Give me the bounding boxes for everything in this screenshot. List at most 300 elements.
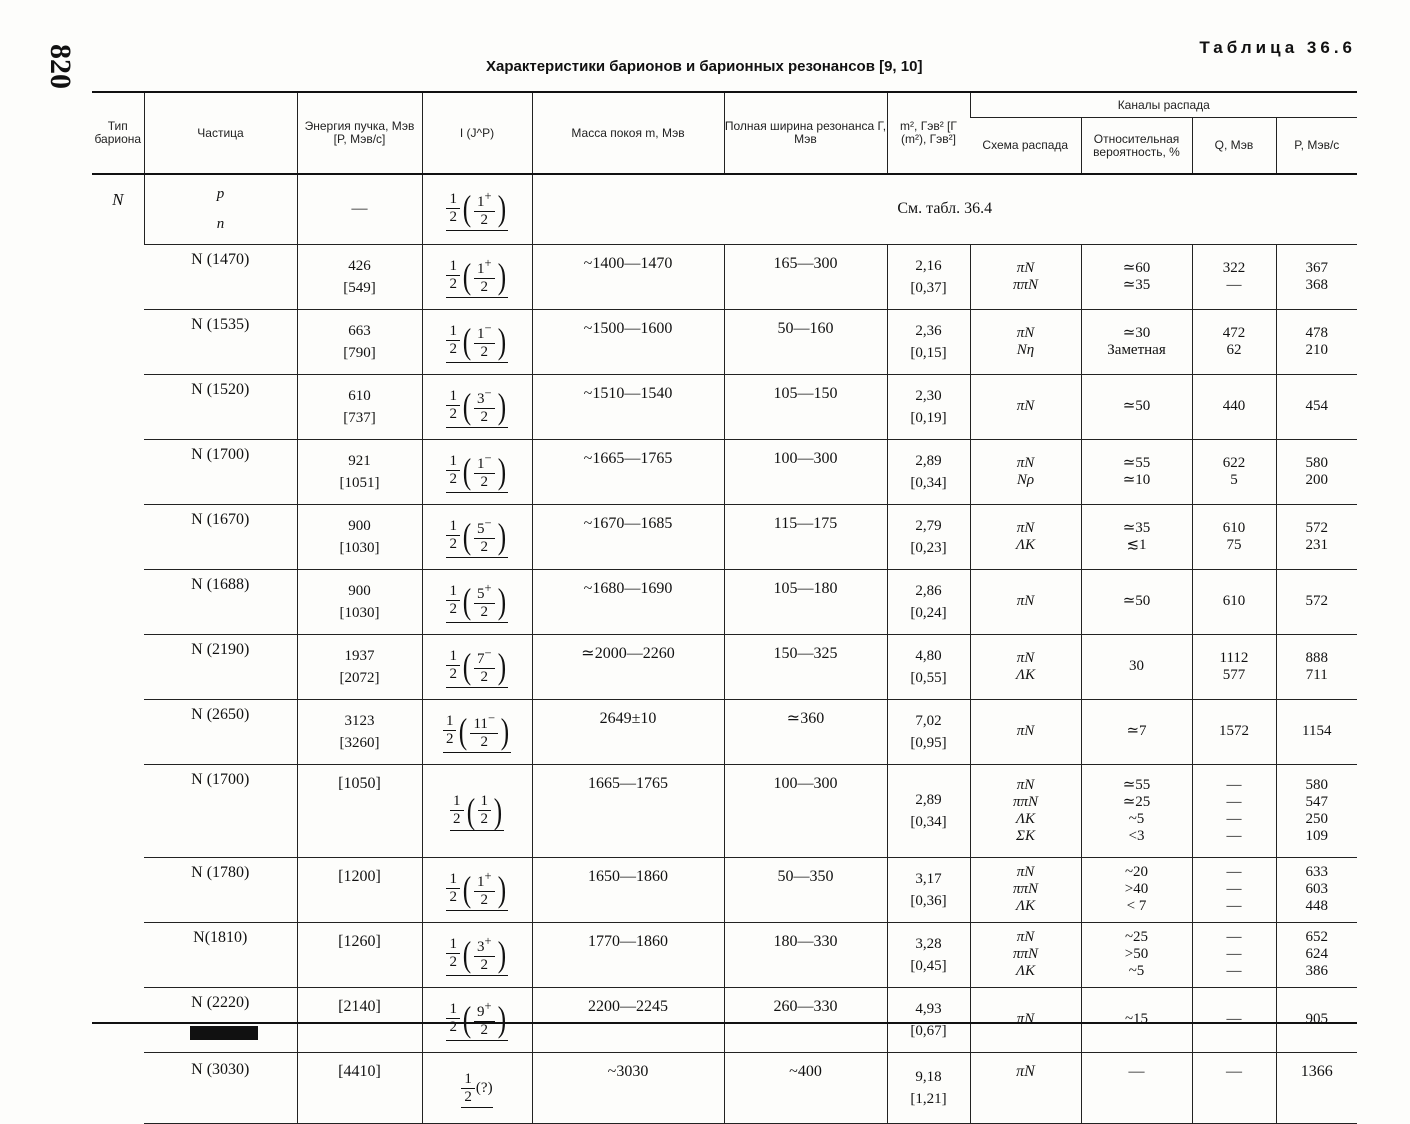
decay-q-value: — xyxy=(1226,946,1242,962)
width-cell: 260—330 xyxy=(724,987,887,1052)
m2-cell-bracket: [0,37] xyxy=(910,279,947,296)
table-row xyxy=(92,374,1357,439)
mass-cell: ~1665—1765 xyxy=(532,439,724,504)
decay-fraction xyxy=(1081,857,1192,922)
table-row xyxy=(92,504,1357,569)
decay-p xyxy=(1276,374,1357,439)
width-cell: 180—330 xyxy=(724,922,887,987)
table-label: Таблица 36.6 xyxy=(1199,38,1356,57)
decay-scheme-value: ΛK xyxy=(1015,536,1036,553)
decay-p xyxy=(1276,764,1357,857)
decay-q-value: — xyxy=(1226,776,1242,793)
p-cell: 1366 xyxy=(1276,1052,1357,1123)
particle-name: N (1535) xyxy=(144,309,297,374)
bottom-rule xyxy=(92,1022,1357,1024)
mass-cell: 2649±10 xyxy=(532,699,724,764)
q-cell: — xyxy=(1192,1052,1276,1123)
particle-name: N (2220) xyxy=(144,987,297,1052)
mass-cell: ~1500—1600 xyxy=(532,309,724,374)
table-row xyxy=(92,922,1357,987)
decay-scheme xyxy=(970,922,1081,987)
m2-cell xyxy=(887,439,970,504)
table-row xyxy=(92,244,1357,309)
energy-cell xyxy=(297,309,422,374)
energy-cell: [1260] xyxy=(297,922,422,987)
ijp-cell: 1 2 ( 3+ 2 ) xyxy=(422,922,532,987)
decay-p-value: 572 xyxy=(1305,593,1328,609)
decay-q-value: 577 xyxy=(1222,666,1246,683)
decay-scheme-value: Nρ xyxy=(1016,471,1035,488)
decay-q-value: — xyxy=(1226,898,1242,914)
decay-fraction xyxy=(1081,569,1192,634)
width-cell: ~400 xyxy=(724,1052,887,1123)
decay-p-value: 448 xyxy=(1305,898,1328,914)
decay-q xyxy=(1192,764,1276,857)
decay-fraction-value: ≃10 xyxy=(1122,471,1151,488)
energy-cell-main: 663 xyxy=(348,322,371,339)
decay-p xyxy=(1276,987,1357,1052)
m2-cell xyxy=(887,374,970,439)
width-cell: 115—175 xyxy=(724,504,887,569)
table-row xyxy=(92,987,1357,1052)
decay-p-value: 386 xyxy=(1305,963,1328,979)
energy-cell: [2140] xyxy=(297,987,422,1052)
decay-q xyxy=(1192,504,1276,569)
decay-scheme xyxy=(970,764,1081,857)
m2-cell xyxy=(887,634,970,699)
particle-cell xyxy=(144,174,297,244)
decay-fraction-value: >50 xyxy=(1124,946,1149,962)
decay-q-value: 622 xyxy=(1222,454,1246,471)
m2-cell xyxy=(887,1052,970,1123)
decay-scheme-value: πN xyxy=(1016,864,1035,880)
m2-cell-main: 2,16 xyxy=(915,257,942,274)
mass-cell: ~1670—1685 xyxy=(532,504,724,569)
decay-fraction xyxy=(1081,987,1192,1052)
decay-fraction-value: ≃55 xyxy=(1122,776,1151,793)
decay-q xyxy=(1192,309,1276,374)
decay-p-value: 652 xyxy=(1305,929,1328,945)
width-cell: 100—300 xyxy=(724,764,887,857)
jp-numerator: 3− xyxy=(474,385,495,409)
ijp-cell: 1 2 ( 3− 2 ) xyxy=(422,374,532,439)
decay-p xyxy=(1276,504,1357,569)
energy-cell-main: 900 xyxy=(348,517,371,534)
table-row xyxy=(92,699,1357,764)
m2-cell-bracket: [0,45] xyxy=(910,957,947,974)
header-ijp: I (J^P) xyxy=(422,92,532,174)
header-type: Тип бариона xyxy=(92,92,144,174)
decay-p-value: 231 xyxy=(1305,536,1328,553)
decay-fraction-value: ~5 xyxy=(1128,810,1145,827)
jp-unknown: (?) xyxy=(475,1080,493,1096)
m2-cell-bracket: [0,67] xyxy=(910,1022,947,1039)
m2-cell-bracket: [0,19] xyxy=(910,409,947,426)
decay-fraction xyxy=(1081,439,1192,504)
decay-scheme-value: πN xyxy=(1016,259,1035,276)
decay-q xyxy=(1192,569,1276,634)
energy-cell-main: 3123 xyxy=(344,712,375,729)
decay-q-value: — xyxy=(1226,827,1242,844)
decay-fraction-value: 30 xyxy=(1129,658,1144,674)
particle-name: N (3030) xyxy=(144,1052,297,1123)
width-cell: 165—300 xyxy=(724,244,887,309)
decay-fraction-value: ≃30 xyxy=(1122,324,1151,341)
decay-scheme-value: πN xyxy=(1016,723,1035,739)
jp-numerator: 1+ xyxy=(474,868,495,892)
header-p: P, Мэв/c xyxy=(1276,118,1357,175)
width-cell: 50—160 xyxy=(724,309,887,374)
ijp-cell: 1 2 ( 1− 2 ) xyxy=(422,309,532,374)
energy-cell-bracket: [737] xyxy=(343,409,376,426)
particle-name: N (1670) xyxy=(144,504,297,569)
jp-numerator: 5− xyxy=(474,515,495,539)
decay-scheme-value: πN xyxy=(1016,593,1035,609)
decay-p-value: 572 xyxy=(1305,519,1328,536)
decay-p-value: 905 xyxy=(1305,1011,1328,1027)
m2-cell xyxy=(887,764,970,857)
decay-q-value: — xyxy=(1226,864,1242,880)
ijp-cell: 1 2 ( 1− 2 ) xyxy=(422,439,532,504)
decay-fraction-value: ≃25 xyxy=(1122,793,1151,810)
decay-fraction-value: ≃35 xyxy=(1122,276,1151,293)
mass-cell: 1665—1765 xyxy=(532,764,724,857)
decay-p xyxy=(1276,699,1357,764)
energy-cell-bracket: [3260] xyxy=(339,734,380,751)
particle-name: N(1810) xyxy=(144,922,297,987)
ijp-cell: 1 2 ( 11− 2 ) xyxy=(422,699,532,764)
decay-q xyxy=(1192,699,1276,764)
decay-fraction xyxy=(1081,309,1192,374)
decay-fraction-value: ≃35 xyxy=(1122,519,1151,536)
energy-cell: [1050] xyxy=(297,764,422,857)
decay-scheme-value: ΛK xyxy=(1015,963,1036,979)
decay-p-value: 547 xyxy=(1305,793,1328,810)
m2-cell-bracket: [0,23] xyxy=(910,539,947,556)
m2-cell-main: 2,79 xyxy=(915,517,942,534)
baryon-type: N xyxy=(112,190,124,209)
mass-cell: ~1400—1470 xyxy=(532,244,724,309)
decay-q xyxy=(1192,634,1276,699)
energy-cell-main: 426 xyxy=(348,257,371,274)
header-decay-channels: Каналы распада xyxy=(970,92,1357,118)
m2-cell-bracket: [0,15] xyxy=(910,344,947,361)
particle-name: N (2190) xyxy=(144,634,297,699)
decay-scheme xyxy=(970,244,1081,309)
ijp-cell: 1 2 ( 1 2 ) xyxy=(422,764,532,857)
decay-q-value: 440 xyxy=(1222,398,1246,414)
decay-q-value: — xyxy=(1226,963,1242,979)
decay-fraction-value: <3 xyxy=(1128,827,1145,844)
energy-cell-bracket: [790] xyxy=(343,344,376,361)
decay-p-value: 367 xyxy=(1305,259,1328,276)
decay-q-value: — xyxy=(1226,929,1242,945)
particle-p: p xyxy=(216,186,225,203)
decay-p xyxy=(1276,634,1357,699)
decay-p-value: 624 xyxy=(1305,946,1328,962)
energy-cell xyxy=(297,699,422,764)
decay-p xyxy=(1276,922,1357,987)
header-energy: Энергия пучка, Мэв [P, Мэв/c] xyxy=(297,92,422,174)
header-width: Полная ширина резонанса Γ, Мэв xyxy=(724,92,887,174)
m2-cell xyxy=(887,699,970,764)
decay-p xyxy=(1276,244,1357,309)
header-m2: m², Гэв² [Γ (m²), Гэв²] xyxy=(887,92,970,174)
decay-fraction-value: ≃50 xyxy=(1122,398,1151,414)
decay-p-value: 368 xyxy=(1305,276,1328,293)
mass-cell: ~1680—1690 xyxy=(532,569,724,634)
decay-fraction-value: ≲1 xyxy=(1126,536,1147,553)
energy-cell xyxy=(297,439,422,504)
header-scheme: Схема распада xyxy=(970,118,1081,175)
decay-scheme-value: ππN xyxy=(1012,276,1039,293)
decay-p-value: 478 xyxy=(1305,324,1328,341)
decay-q-value: — xyxy=(1226,881,1242,897)
decay-q-value: 610 xyxy=(1222,593,1246,609)
decay-fraction-value: >40 xyxy=(1124,881,1149,897)
m2-cell-main: 2,89 xyxy=(915,791,942,808)
decay-scheme-value: πN xyxy=(1016,398,1035,414)
table-row xyxy=(92,174,1357,244)
energy-cell xyxy=(297,634,422,699)
decay-fraction xyxy=(1081,244,1192,309)
decay-q-value: 610 xyxy=(1222,519,1246,536)
decay-scheme-value: ΛK xyxy=(1015,898,1036,914)
m2-cell xyxy=(887,504,970,569)
decay-scheme xyxy=(970,634,1081,699)
decay-p xyxy=(1276,857,1357,922)
decay-q-value: 472 xyxy=(1222,324,1246,341)
decay-fraction xyxy=(1081,699,1192,764)
decay-p-value: 210 xyxy=(1305,341,1328,358)
header-fraction: Относительная вероятность, % xyxy=(1081,118,1192,175)
decay-q xyxy=(1192,244,1276,309)
decay-scheme-value: Nη xyxy=(1016,341,1035,358)
m2-cell-main: 9,18 xyxy=(915,1068,942,1085)
decay-p xyxy=(1276,569,1357,634)
m2-cell-bracket: [0,95] xyxy=(910,734,947,751)
m2-cell-bracket: [1,21] xyxy=(910,1090,947,1107)
decay-scheme xyxy=(970,569,1081,634)
energy-cell: [1200] xyxy=(297,857,422,922)
decay-p-value: 603 xyxy=(1305,881,1328,897)
m2-cell-main: 4,80 xyxy=(915,647,942,664)
particle-name: N (1780) xyxy=(144,857,297,922)
decay-scheme-value: ΛK xyxy=(1015,666,1036,683)
decay-q-value: 62 xyxy=(1226,341,1242,358)
frac-cell: — xyxy=(1081,1052,1192,1123)
decay-scheme xyxy=(970,987,1081,1052)
decay-q xyxy=(1192,439,1276,504)
baryon-table xyxy=(92,91,1357,1124)
table-row xyxy=(92,309,1357,374)
energy-cell-bracket: [1030] xyxy=(339,604,380,621)
width-cell: ≃360 xyxy=(724,699,887,764)
decay-fraction-value: ~20 xyxy=(1124,864,1149,880)
m2-cell-main: 3,17 xyxy=(915,870,942,887)
jp-numerator: 1− xyxy=(474,320,495,344)
decay-fraction xyxy=(1081,764,1192,857)
decay-cell: πN xyxy=(970,1052,1081,1123)
ijp-cell: 1 2 ( 5− 2 ) xyxy=(422,504,532,569)
mass-cell: ≃2000—2260 xyxy=(532,634,724,699)
energy-cell-main: 900 xyxy=(348,582,371,599)
decay-p-value: 580 xyxy=(1305,454,1328,471)
m2-cell-main: 2,89 xyxy=(915,452,942,469)
decay-scheme-value: πN xyxy=(1016,324,1035,341)
decay-q-value: 322 xyxy=(1222,259,1246,276)
energy-cell-main: 1937 xyxy=(344,647,375,664)
width-cell: 50—350 xyxy=(724,857,887,922)
energy-cell-bracket: [2072] xyxy=(339,669,380,686)
ink-stamp xyxy=(190,1026,258,1040)
header-q: Q, Мэв xyxy=(1192,118,1276,175)
mass-cell: 1650—1860 xyxy=(532,857,724,922)
m2-cell xyxy=(887,569,970,634)
decay-q-value: 1112 xyxy=(1219,649,1249,666)
decay-fraction-value: ≃7 xyxy=(1126,723,1147,739)
m2-cell-bracket: [0,55] xyxy=(910,669,947,686)
decay-scheme-value: πN xyxy=(1016,649,1035,666)
decay-scheme-value: πN xyxy=(1016,776,1035,793)
decay-fraction-value: ~5 xyxy=(1128,963,1145,979)
header-mass: Масса покоя m, Мэв xyxy=(532,92,724,174)
decay-q-value: 5 xyxy=(1230,471,1238,488)
decay-fraction xyxy=(1081,922,1192,987)
ijp-cell: 1 2 ( 9+ 2 ) xyxy=(422,987,532,1052)
decay-scheme-value: ππN xyxy=(1012,793,1039,810)
m2-cell-main: 2,86 xyxy=(915,582,942,599)
ijp-cell: 1 2 ( 1+ 2 ) xyxy=(422,174,532,244)
particle-name: N (1470) xyxy=(144,244,297,309)
jp-numerator: 5+ xyxy=(474,580,495,604)
decay-p xyxy=(1276,309,1357,374)
m2-cell xyxy=(887,857,970,922)
energy-cell: [4410] xyxy=(297,1052,422,1123)
decay-fraction-value: < 7 xyxy=(1126,898,1147,914)
decay-scheme-value: πN xyxy=(1016,519,1035,536)
decay-scheme xyxy=(970,699,1081,764)
decay-p-value: 633 xyxy=(1305,864,1328,880)
decay-p-value: 580 xyxy=(1305,776,1328,793)
m2-cell-bracket: [0,24] xyxy=(910,604,947,621)
m2-cell-bracket: [0,34] xyxy=(910,813,947,830)
energy-cell-bracket: [1030] xyxy=(339,539,380,556)
decay-scheme-value: ΛK xyxy=(1015,810,1036,827)
m2-cell-main: 4,93 xyxy=(915,1000,942,1017)
decay-p-value: 711 xyxy=(1305,666,1328,683)
ijp-cell: 1 2 ( 5+ 2 ) xyxy=(422,569,532,634)
ijp-cell: 1 2 ( 7− 2 ) xyxy=(422,634,532,699)
decay-q xyxy=(1192,987,1276,1052)
decay-fraction xyxy=(1081,374,1192,439)
width-cell: 105—180 xyxy=(724,569,887,634)
decay-fraction-value: ~25 xyxy=(1124,929,1149,945)
decay-p-value: 1154 xyxy=(1302,723,1332,739)
ijp-cell: 1 2 ( 1+ 2 ) xyxy=(422,857,532,922)
decay-q-value: 1572 xyxy=(1219,723,1249,739)
ijp-cell: 1 2 (?) xyxy=(422,1052,532,1123)
decay-fraction xyxy=(1081,634,1192,699)
decay-scheme xyxy=(970,309,1081,374)
decay-scheme xyxy=(970,439,1081,504)
particle-name: N (2650) xyxy=(144,699,297,764)
energy-cell xyxy=(297,504,422,569)
decay-scheme-value: ππN xyxy=(1012,946,1039,962)
m2-cell-bracket: [0,34] xyxy=(910,474,947,491)
decay-q-value: 75 xyxy=(1226,536,1242,553)
decay-q xyxy=(1192,922,1276,987)
particle-name: N (1700) xyxy=(144,439,297,504)
particle-name: N (1688) xyxy=(144,569,297,634)
ijp-cell: 1 2 ( 1+ 2 ) xyxy=(422,244,532,309)
page-number: 820 xyxy=(44,44,77,89)
header-particle: Частица xyxy=(144,92,297,174)
energy-cell xyxy=(297,244,422,309)
jp-numerator: 3+ xyxy=(474,933,495,957)
m2-cell-main: 2,36 xyxy=(915,322,942,339)
decay-fraction-value: Заметная xyxy=(1107,341,1166,358)
jp-numerator: 9+ xyxy=(474,998,495,1022)
decay-fraction-value: ≃50 xyxy=(1122,593,1151,609)
width-cell: 100—300 xyxy=(724,439,887,504)
m2-cell-main: 2,30 xyxy=(915,387,942,404)
decay-fraction-value: ~15 xyxy=(1124,1011,1149,1027)
energy-cell-main: 610 xyxy=(348,387,371,404)
energy-cell-main: 921 xyxy=(348,452,371,469)
decay-fraction xyxy=(1081,504,1192,569)
table-row xyxy=(92,569,1357,634)
width-cell: 150—325 xyxy=(724,634,887,699)
table-row xyxy=(92,857,1357,922)
m2-cell-main: 3,28 xyxy=(915,935,942,952)
decay-p-value: 109 xyxy=(1305,827,1328,844)
table-title: Характеристики барионов и барионных резонансов [9, 10] xyxy=(486,58,923,75)
decay-q-value: — xyxy=(1226,810,1242,827)
m2-cell xyxy=(887,309,970,374)
particle-n: n xyxy=(216,216,225,233)
decay-p-value: 888 xyxy=(1305,649,1328,666)
particle-name: N (1520) xyxy=(144,374,297,439)
m2-cell xyxy=(887,987,970,1052)
note-cell: См. табл. 36.4 xyxy=(532,174,1357,244)
mass-cell: 2200—2245 xyxy=(532,987,724,1052)
decay-scheme xyxy=(970,504,1081,569)
decay-scheme-value: πN xyxy=(1016,454,1035,471)
table-row xyxy=(92,634,1357,699)
m2-cell xyxy=(887,244,970,309)
width-cell: 105—150 xyxy=(724,374,887,439)
particle-name: N (1700) xyxy=(144,764,297,857)
decay-scheme-value: πN xyxy=(1016,1011,1035,1027)
energy-cell-bracket: [1051] xyxy=(339,474,380,491)
decay-q-value: — xyxy=(1226,1011,1242,1027)
decay-scheme xyxy=(970,857,1081,922)
decay-q xyxy=(1192,374,1276,439)
decay-p xyxy=(1276,439,1357,504)
energy-cell xyxy=(297,374,422,439)
mass-cell: 1770—1860 xyxy=(532,922,724,987)
decay-scheme-value: ππN xyxy=(1012,881,1039,897)
jp-numerator: 1 xyxy=(478,793,492,811)
decay-scheme xyxy=(970,374,1081,439)
decay-scheme-value: πN xyxy=(1016,929,1035,945)
decay-q-value: — xyxy=(1226,793,1242,810)
energy-cell: — xyxy=(297,174,422,244)
table-row xyxy=(92,1052,1357,1123)
decay-q-value: — xyxy=(1226,276,1242,293)
m2-cell-bracket: [0,36] xyxy=(910,892,947,909)
